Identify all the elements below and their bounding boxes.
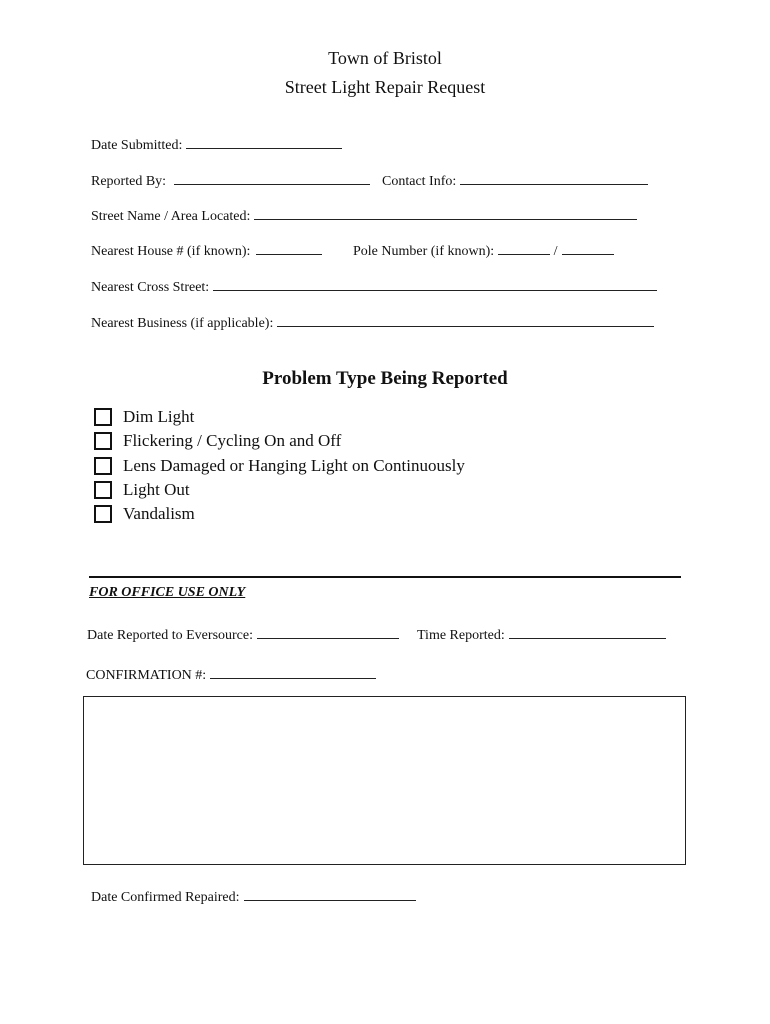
time-reported-input[interactable] [509, 626, 666, 639]
contact-info-input[interactable] [460, 172, 648, 185]
pole-number-separator: / [553, 244, 558, 259]
confirmation-row [86, 666, 376, 684]
pole-number-input-2[interactable] [562, 242, 614, 255]
pole-number-label: Pole Number (if known): [353, 244, 495, 259]
nearest-business-label: Nearest Business (if applicable): [91, 316, 274, 331]
checkbox-dim-light[interactable] [94, 408, 112, 426]
date-submitted-input[interactable] [186, 136, 342, 149]
checkbox-lens-damaged[interactable] [94, 457, 112, 475]
option-label: Lens Damaged or Hanging Light on Continuously [123, 456, 465, 475]
time-reported-label: Time Reported: [417, 628, 505, 643]
date-repaired-input[interactable] [244, 888, 416, 901]
option-dim-light[interactable] [94, 405, 194, 429]
nearest-house-input[interactable] [256, 242, 322, 255]
date-repaired-row [91, 888, 416, 906]
option-lens-damaged[interactable] [94, 454, 465, 478]
contact-info-row [382, 172, 648, 190]
street-name-row [91, 207, 637, 225]
form-title: Street Light Repair Request [284, 77, 486, 97]
option-vandalism[interactable] [94, 502, 195, 526]
section-divider [89, 576, 681, 578]
option-label: Dim Light [123, 407, 195, 426]
date-reported-row [87, 626, 399, 644]
reported-by-row [91, 172, 370, 190]
checkbox-vandalism[interactable] [94, 505, 112, 523]
confirmation-input[interactable] [210, 666, 376, 679]
option-label: Light Out [123, 480, 190, 499]
town-title: Town of Bristol [328, 48, 442, 68]
option-flickering[interactable] [94, 429, 341, 453]
contact-info-label: Contact Info: [382, 174, 457, 189]
option-light-out[interactable] [94, 478, 190, 502]
time-reported-row [417, 626, 666, 644]
date-reported-label: Date Reported to Eversource: [87, 628, 253, 643]
confirmation-label: CONFIRMATION #: [86, 668, 207, 683]
option-label: Flickering / Cycling On and Off [123, 431, 342, 450]
date-reported-input[interactable] [257, 626, 399, 639]
nearest-house-row [91, 242, 322, 260]
reported-by-input[interactable] [174, 172, 370, 185]
cross-street-row [91, 278, 657, 296]
date-submitted-row [91, 136, 342, 154]
pole-number-input-1[interactable] [498, 242, 550, 255]
pole-number-row [353, 242, 614, 260]
reported-by-label: Reported By: [91, 174, 167, 189]
date-submitted-label: Date Submitted: [91, 138, 183, 153]
street-name-label: Street Name / Area Located: [91, 209, 251, 224]
date-repaired-label: Date Confirmed Repaired: [91, 890, 240, 905]
checkbox-flickering[interactable] [94, 432, 112, 450]
cross-street-input[interactable] [213, 278, 657, 291]
nearest-business-input[interactable] [277, 314, 654, 327]
problem-type-heading: Problem Type Being Reported [262, 368, 508, 389]
nearest-house-label: Nearest House # (if known): [91, 244, 251, 259]
street-name-input[interactable] [254, 207, 637, 220]
nearest-business-row [91, 314, 654, 332]
office-use-heading: FOR OFFICE USE ONLY [89, 585, 246, 600]
option-label: Vandalism [123, 504, 195, 523]
cross-street-label: Nearest Cross Street: [91, 280, 210, 295]
office-notes-box[interactable] [83, 696, 686, 865]
checkbox-light-out[interactable] [94, 481, 112, 499]
